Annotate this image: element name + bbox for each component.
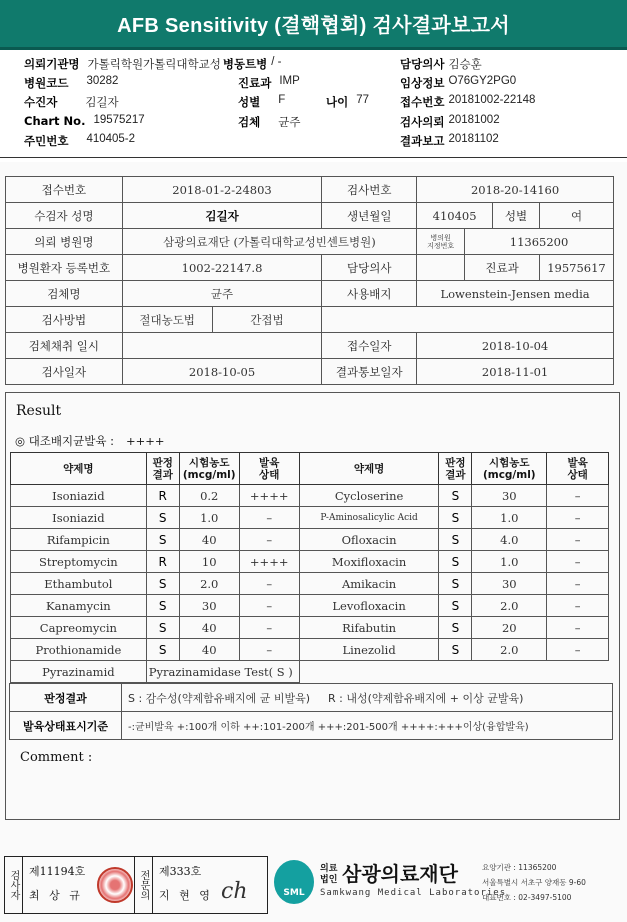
collect-label: 검체채취 일시 — [6, 333, 123, 359]
dept-label: 진료과 — [465, 255, 540, 281]
growth-status: – — [547, 639, 609, 661]
comment-label: Comment : — [20, 750, 93, 765]
drug-name: Linezolid — [299, 639, 439, 661]
test-result: S — [146, 595, 179, 617]
org-name-en: Samkwang Medical Laboratories — [320, 888, 507, 898]
test-result: S — [146, 573, 179, 595]
reported: 2018-11-01 — [417, 359, 614, 385]
specimen: 균주 — [122, 281, 322, 307]
header-field: 진료과 IMP — [238, 75, 300, 90]
drug-name: Pyrazinamid — [11, 661, 147, 683]
test-result: S — [146, 617, 179, 639]
growth-status: – — [547, 595, 609, 617]
dept: 19575617 — [539, 255, 613, 281]
col-growth: 발육 상태 — [239, 453, 299, 485]
growth-status: – — [547, 507, 609, 529]
birth-label: 생년월일 — [322, 203, 417, 229]
header-field: 주민번호 410405-2 — [24, 133, 136, 148]
test-result: S — [439, 595, 472, 617]
drug-name: Isoniazid — [11, 507, 147, 529]
drug-name: Amikacin — [299, 573, 439, 595]
hospital: 삼광의료재단 (가톨릭대학교성빈센트병원) — [122, 229, 416, 255]
header-field: 나이 77 — [326, 94, 370, 109]
inspector-no: 제11194호 — [29, 865, 86, 878]
test-result: S — [146, 529, 179, 551]
empty-cell — [299, 661, 608, 683]
growth-label: 발육상태표시기준 — [10, 712, 122, 740]
test-concentration: 2.0 — [472, 595, 547, 617]
test-result: S — [439, 485, 472, 507]
sex-label: 성별 — [493, 203, 540, 229]
tested: 2018-10-05 — [122, 359, 322, 385]
drug-name: Streptomycin — [11, 551, 147, 573]
inspector-name: 최 상 규 — [29, 889, 83, 902]
table-row — [11, 529, 609, 551]
growth-status: – — [547, 529, 609, 551]
test-concentration: 2.0 — [179, 573, 239, 595]
signature-icon: ch — [221, 879, 248, 904]
legend-box — [9, 683, 613, 740]
test-result: R — [146, 485, 179, 507]
growth-status: – — [547, 617, 609, 639]
header-field: 접수번호 20181002-22148 — [400, 94, 536, 109]
test-result: S — [439, 529, 472, 551]
test-concentration: 30 — [472, 485, 547, 507]
corp-label: 의료법인 — [320, 864, 338, 885]
test-concentration: 10 — [179, 551, 239, 573]
drug-name: Ofloxacin — [299, 529, 439, 551]
col-result: 판정 결과 — [146, 453, 179, 485]
receipt-no-label: 접수번호 — [6, 177, 123, 203]
header-field: 검사의뢰 20181002 — [400, 114, 500, 129]
growth-status: – — [547, 551, 609, 573]
header-field: 성별 F — [238, 94, 286, 109]
hospital-code: 11365200 — [465, 229, 614, 255]
inspector-cell — [23, 857, 135, 913]
tested-label: 검사일자 — [6, 359, 123, 385]
doctor-cell — [153, 857, 265, 913]
reg-no-label: 병원환자 등록번호 — [6, 255, 123, 281]
control-growth: ◎ 대조배지균발육 : ++++ — [15, 434, 165, 448]
test-result: S — [439, 507, 472, 529]
drug-name: Rifabutin — [299, 617, 439, 639]
growth-status: – — [239, 529, 299, 551]
footer — [0, 852, 627, 922]
header-field: 임상정보 O76GY2PG0 — [400, 75, 517, 90]
table-row — [11, 661, 609, 683]
received: 2018-10-04 — [417, 333, 614, 359]
header-field: Chart No. 19575217 — [24, 114, 145, 128]
growth-desc: -:균비발육 +:100개 이하 ++:101-200개 +++:201-500개 ++++:+++이상(융합발육) — [122, 712, 613, 740]
drug-name: Isoniazid — [11, 485, 147, 507]
patient-name: 김길자 — [122, 203, 322, 229]
sml-logo-icon: SML — [274, 860, 314, 904]
method-label: 검사방법 — [6, 307, 123, 333]
collect — [122, 333, 322, 359]
hospital-code-label: 병의원 지정번호 — [417, 229, 465, 255]
test-concentration: 1.0 — [472, 551, 547, 573]
hospital-label: 의뢰 병원명 — [6, 229, 123, 255]
doctor-no: 제333호 — [159, 865, 202, 878]
growth-status: – — [239, 639, 299, 661]
test-result: S — [439, 639, 472, 661]
drug-name: Ethambutol — [11, 573, 147, 595]
test-concentration: 4.0 — [472, 529, 547, 551]
drug-name: Capreomycin — [11, 617, 147, 639]
org-name: 삼광의료재단 — [342, 862, 458, 886]
table-row — [11, 507, 609, 529]
drug-name: Levofloxacin — [299, 595, 439, 617]
header-field: 결과보고 20181102 — [400, 133, 499, 148]
scanned-report — [0, 162, 627, 922]
growth-status: – — [547, 573, 609, 595]
col-drug: 약제명 — [299, 453, 439, 485]
report-header — [0, 56, 627, 152]
test-concentration: 30 — [472, 573, 547, 595]
test-concentration: 40 — [179, 617, 239, 639]
method-blank — [322, 307, 614, 333]
patient-name-label: 수검자 성명 — [6, 203, 123, 229]
header-field: 담당의사 김승훈 — [400, 57, 482, 71]
header-field: 수진자 김길자 — [24, 95, 119, 109]
doctor — [417, 255, 465, 281]
drug-table — [10, 452, 609, 683]
drug-name: Prothionamide — [11, 639, 147, 661]
method-2: 간접법 — [212, 307, 322, 333]
medium: Lowenstein-Jensen media — [417, 281, 614, 307]
col-drug: 약제명 — [11, 453, 147, 485]
drug-name: Kanamycin — [11, 595, 147, 617]
test-concentration: 30 — [179, 595, 239, 617]
sex: 여 — [539, 203, 613, 229]
result-section — [5, 392, 620, 820]
drug-table-header — [11, 453, 609, 485]
growth-status: ++++ — [239, 485, 299, 507]
reported-label: 결과통보일자 — [322, 359, 417, 385]
table-row — [11, 573, 609, 595]
test-result: S — [439, 617, 472, 639]
growth-status: ++++ — [239, 551, 299, 573]
medium-label: 사용배지 — [322, 281, 417, 307]
header-field: 병원코드 30282 — [24, 75, 119, 90]
patient-info-table — [5, 176, 614, 385]
pza-test: Pyrazinamidase Test( S ) — [146, 661, 299, 683]
signature-box — [4, 856, 268, 914]
test-concentration: 0.2 — [179, 485, 239, 507]
test-result: S — [146, 639, 179, 661]
result-title: Result — [16, 403, 62, 419]
header-field: 의뢰기관명 가톨릭학원가톨릭대학교성 병동트병 / - — [24, 56, 282, 71]
drug-name: Moxifloxacin — [299, 551, 439, 573]
test-no: 2018-20-14160 — [417, 177, 614, 203]
drug-name: Rifampicin — [11, 529, 147, 551]
table-row — [11, 639, 609, 661]
doctor-label: 전문의 — [135, 857, 153, 913]
org-address: 서울특별시 서초구 양재동 9-60 — [482, 878, 586, 887]
org-code: 요양기관 : 11365200 — [482, 863, 557, 872]
table-row — [11, 595, 609, 617]
doctor-name: 지 현 영 — [159, 889, 213, 902]
drug-name: Cycloserine — [299, 485, 439, 507]
col-result: 판정 결과 — [439, 453, 472, 485]
reg-no: 1002-22147.8 — [122, 255, 322, 281]
header-divider — [0, 157, 627, 158]
test-concentration: 40 — [179, 529, 239, 551]
test-concentration: 1.0 — [179, 507, 239, 529]
receipt-no: 2018-01-2-24803 — [122, 177, 322, 203]
received-label: 접수일자 — [322, 333, 417, 359]
method-1: 절대농도법 — [122, 307, 212, 333]
report-title: AFB Sensitivity (결핵협회) 검사결과보고서 — [0, 0, 627, 50]
inspector-label: 검사자 — [5, 857, 23, 913]
org-phone: 대표번호 : 02-3497-5100 — [482, 893, 572, 902]
col-growth: 발육 상태 — [547, 453, 609, 485]
growth-status: – — [239, 617, 299, 639]
test-no-label: 검사번호 — [322, 177, 417, 203]
drug-name: P-Aminosalicylic Acid — [299, 507, 439, 529]
growth-status: – — [547, 485, 609, 507]
test-concentration: 1.0 — [472, 507, 547, 529]
judge-label: 판정결과 — [10, 684, 122, 712]
test-result: R — [146, 551, 179, 573]
col-conc: 시험농도 (mcg/ml) — [472, 453, 547, 485]
growth-status: – — [239, 595, 299, 617]
header-field: 검체 균주 — [238, 115, 301, 129]
table-row — [11, 485, 609, 507]
test-result: S — [146, 507, 179, 529]
test-concentration: 20 — [472, 617, 547, 639]
growth-status: – — [239, 573, 299, 595]
birth: 410405 — [417, 203, 493, 229]
seal-icon — [97, 867, 133, 903]
test-result: S — [439, 573, 472, 595]
org-info — [482, 860, 586, 905]
test-result: S — [439, 551, 472, 573]
test-concentration: 2.0 — [472, 639, 547, 661]
doctor-label: 담당의사 — [322, 255, 417, 281]
table-row — [11, 617, 609, 639]
table-row — [11, 551, 609, 573]
judge-desc: S : 감수성(약제함유배지에 균 비발육) R : 내성(약제함유배지에 + 이상 균발육) — [122, 684, 613, 712]
specimen-label: 검체명 — [6, 281, 123, 307]
legend-table — [9, 683, 613, 740]
growth-status: – — [239, 507, 299, 529]
col-conc: 시험농도 (mcg/ml) — [179, 453, 239, 485]
test-concentration: 40 — [179, 639, 239, 661]
